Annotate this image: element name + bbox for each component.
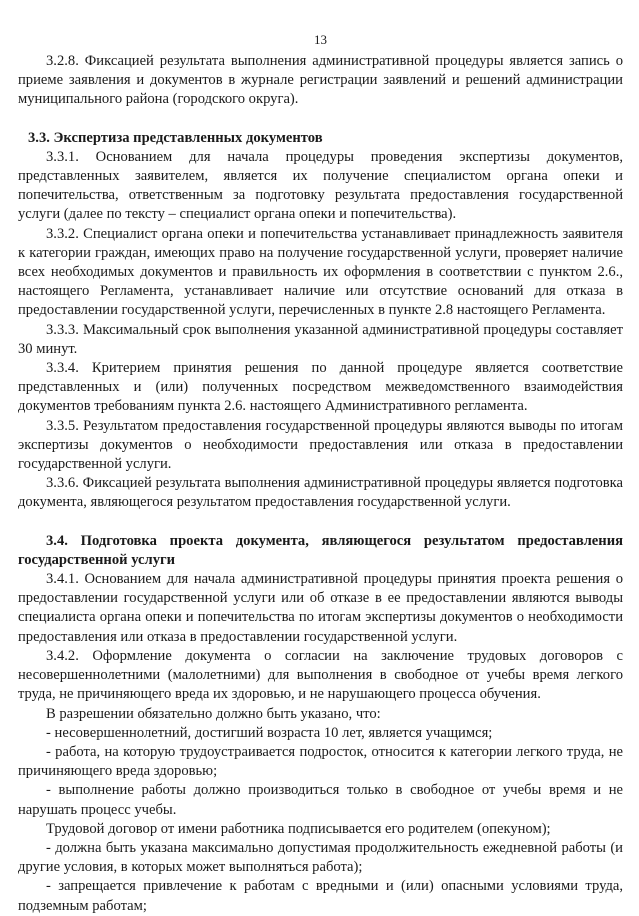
- paragraph-contract-signing: Трудовой договор от имени работника подписывается его родителем (опекуном);: [46, 820, 551, 837]
- paragraph-3-3-6: 3.3.6. Фиксацией результата выполнения административной процедуры является подготовка документа, являющегося результатом предоставления государственной услуги.: [18, 475, 623, 511]
- section-3-3: [18, 129, 623, 513]
- section-3-4-title: 3.4. Подготовка проекта документа, являющегося результатом предоставления государственной услуги: [18, 532, 623, 568]
- spacer: [18, 110, 623, 129]
- list-item-prohibited-work: - запрещается привлечение к работам с вредными и (или) опасными условиями труда, подземным работам;: [18, 878, 623, 914]
- list-item-student: - несовершеннолетний, достигший возраста 10 лет, является учащимся;: [46, 724, 493, 741]
- paragraph-3-3-5: 3.3.5. Результатом предоставления государственной процедуры являются выводы по итогам экспертизы документов о необходимости предоставления или отказа в предоставлении государственной услуги.: [18, 417, 623, 473]
- paragraph-3-3-3: 3.3.3. Максимальный срок выполнения указанной административной процедуры составляет 30 минут.: [18, 321, 623, 357]
- list-item-max-duration: - должна быть указана максимально допустимая продолжительность ежедневной работы (и другие условия, в которых может выполняться работа);: [18, 839, 623, 876]
- page-number: 13: [314, 32, 327, 47]
- paragraph-3-3-1: 3.3.1. Основанием для начала процедуры проведения экспертизы документов, представленных заявителем, является их получение специалистом органа опеки и попечительства, ответственным за подготовку результата предоставления государственной услуги (далее по тексту – специалист органа опеки и попечительства).: [18, 148, 623, 223]
- spacer: [18, 513, 623, 532]
- section-3-3-title: 3.3. Экспертиза представленных документов: [28, 129, 323, 146]
- list-item-light-work: - работа, на которую трудоустраивается подросток, относится к категории легкого труда, не причиняющего вреда здоровью;: [18, 743, 623, 780]
- paragraph-3-3-4: 3.3.4. Критерием принятия решения по данной процедуре является соответствие представленных и (или) полученных посредством межведомственного взаимодействия документов требованиям пункта 2.6. настоящего Административного регламента.: [18, 360, 623, 415]
- paragraph-3-4-2: 3.4.2. Оформление документа о согласии на заключение трудовых договоров с несовершеннолетними (малолетними) для выполнения в свободное от учебы время легкого труда, не причиняющего вреда их здоровью, и не нарушающего процесса обучения.: [18, 647, 623, 703]
- section-3-4: [18, 532, 623, 916]
- paragraph-3-3-2: 3.3.2. Специалист органа опеки и попечительства устанавливает принадлежность заявителя к категории граждан, имеющих право на получение государственной услуги, проверяет наличие всех необходимых документов и правильность их оформления в соответствии с пунктом 2.6., настоящего Регламента, устанавливает наличие или отсутствие оснований для отказа в предоставлении государственной услуги, перечисленных в пункте 2.8 настоящего Регламента.: [18, 225, 623, 319]
- paragraph-3-2-8: 3.2.8. Фиксацией результата выполнения административной процедуры является запись о приеме заявления и документов в журнале регистрации заявлений и решений администрации муниципального района (городского округа).: [18, 53, 623, 108]
- paragraph-permit-intro: В разрешении обязательно должно быть указано, что:: [46, 705, 381, 722]
- list-item-free-time: - выполнение работы должно производиться только в свободное от учебы время и не нарушать процесс учебы.: [18, 782, 623, 818]
- paragraph-3-4-1: 3.4.1. Основанием для начала административной процедуры принятия проекта решения о предоставлении государственной услуги или об отказе в ее предоставлении являются выводы специалиста органа опеки и попечительства по итогам экспертизы документов о необходимости предоставления или отказа в предоставлении государственной услуги.: [18, 571, 623, 645]
